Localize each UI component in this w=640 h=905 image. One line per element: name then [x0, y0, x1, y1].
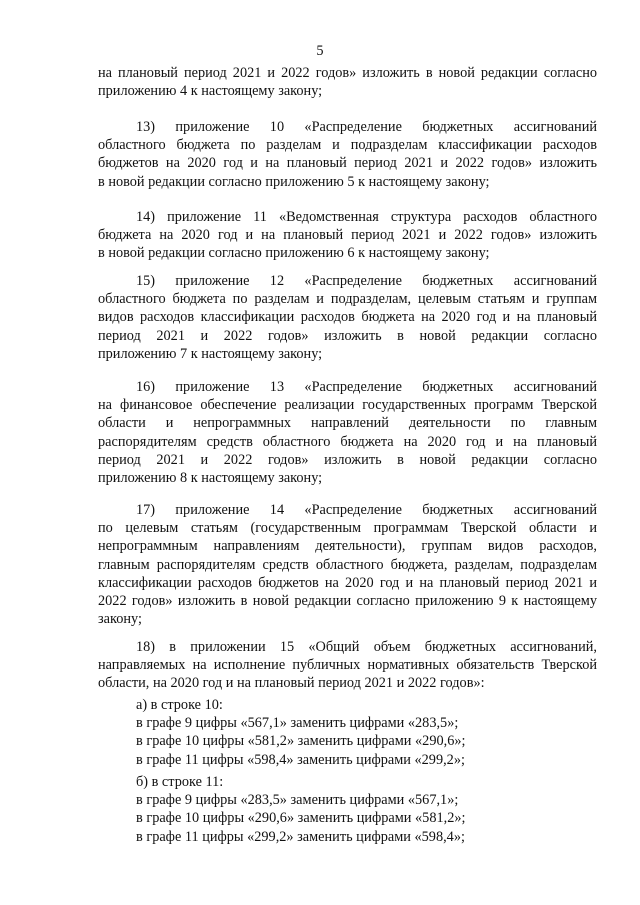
- text-line: на финансовое обеспечение реализации государственных программ Тверской: [98, 397, 597, 414]
- text-line: 14) приложение 11 «Ведомственная структура расходов областного: [136, 209, 597, 225]
- text-line: главным распорядителям средств областного бюджета, разделам, подразделам: [98, 556, 597, 573]
- text-line: период 2021 и 2022 годов» изложить в новой редакции согласно: [98, 327, 597, 344]
- text-line: в графе 9 цифры «283,5» заменить цифрами «567,1»;: [136, 792, 459, 809]
- text-line: по целевым статьям (государственным программам Тверской области и: [98, 520, 597, 537]
- paragraph-14: [98, 208, 597, 263]
- text-line: а) в строке 10:: [136, 697, 223, 713]
- text-line: в графе 9 цифры «567,1» заменить цифрами «283,5»;: [136, 715, 459, 732]
- text-line: приложению 7 к настоящему закону;: [98, 345, 323, 362]
- text-line: 16) приложение 13 «Распределение бюджетных ассигнований: [136, 379, 597, 395]
- text-line: бюджетов на 2020 год и на плановый период 2021 и 2022 годов» изложить: [98, 155, 597, 172]
- text-line: 13) приложение 10 «Распределение бюджетных ассигнований: [136, 119, 597, 135]
- text-line: области, на 2020 год и на плановый период 2021 и 2022 годов»:: [98, 675, 485, 692]
- intro-paragraph: [98, 64, 597, 100]
- paragraph-16: [98, 378, 597, 487]
- subitem-b: [98, 773, 597, 846]
- text-line: области и непрограммных направлений деятельности по главным: [98, 415, 597, 432]
- text-line: распорядителям средств областного бюджета на 2020 год и на плановый: [98, 433, 597, 450]
- text-line: видов расходов классификации расходов бюджета на 2020 год и на плановый: [98, 309, 597, 326]
- text-line: областного бюджета по разделам и подразделам классификации расходов: [98, 137, 597, 154]
- text-line: б) в строке 11:: [136, 774, 224, 790]
- text-line: на плановый период 2021 и 2022 годов» изложить в новой редакции согласно: [98, 65, 597, 81]
- text-line: в новой редакции согласно приложению 6 к настоящему закону;: [98, 245, 490, 262]
- text-line: закону;: [98, 611, 142, 628]
- paragraph-17: [98, 501, 597, 628]
- text-line: бюджета на 2020 год и на плановый период 2021 и 2022 годов» изложить: [98, 227, 597, 244]
- text-line: приложению 4 к настоящему закону;: [98, 83, 323, 100]
- text-line: 15) приложение 12 «Распределение бюджетных ассигнований: [136, 273, 597, 289]
- text-line: в графе 11 цифры «299,2» заменить цифрами «598,4»;: [136, 828, 465, 845]
- text-line: в графе 10 цифры «290,6» заменить цифрами «581,2»;: [136, 810, 466, 827]
- page-number: 5: [316, 43, 324, 59]
- paragraph-18: [98, 638, 597, 693]
- text-line: 2022 годов» изложить в новой редакции согласно приложению 9 к настоящему: [98, 592, 597, 609]
- subitem-a: [98, 696, 597, 769]
- text-line: 18) в приложении 15 «Общий объем бюджетных ассигнований,: [136, 639, 597, 655]
- text-line: в новой редакции согласно приложению 5 к настоящему закону;: [98, 173, 490, 190]
- text-line: областного бюджета по разделам и подразделам, целевым статьям и группам: [98, 291, 597, 308]
- text-line: в графе 10 цифры «581,2» заменить цифрами «290,6»;: [136, 733, 466, 750]
- text-line: приложению 8 к настоящему закону;: [98, 469, 323, 486]
- text-line: классификации расходов бюджетов на 2020 год и на плановый период 2021 и: [98, 574, 597, 591]
- text-line: в графе 11 цифры «598,4» заменить цифрами «299,2»;: [136, 751, 465, 768]
- text-line: непрограммным направлениям деятельности), группам видов расходов,: [98, 538, 597, 555]
- paragraph-13: [98, 118, 597, 191]
- text-line: направляемых на исполнение публичных нормативных обязательств Тверской: [98, 657, 597, 674]
- paragraph-15: [98, 272, 597, 363]
- text-line: 17) приложение 14 «Распределение бюджетных ассигнований: [136, 502, 597, 518]
- text-line: период 2021 и 2022 годов» изложить в новой редакции согласно: [98, 451, 597, 468]
